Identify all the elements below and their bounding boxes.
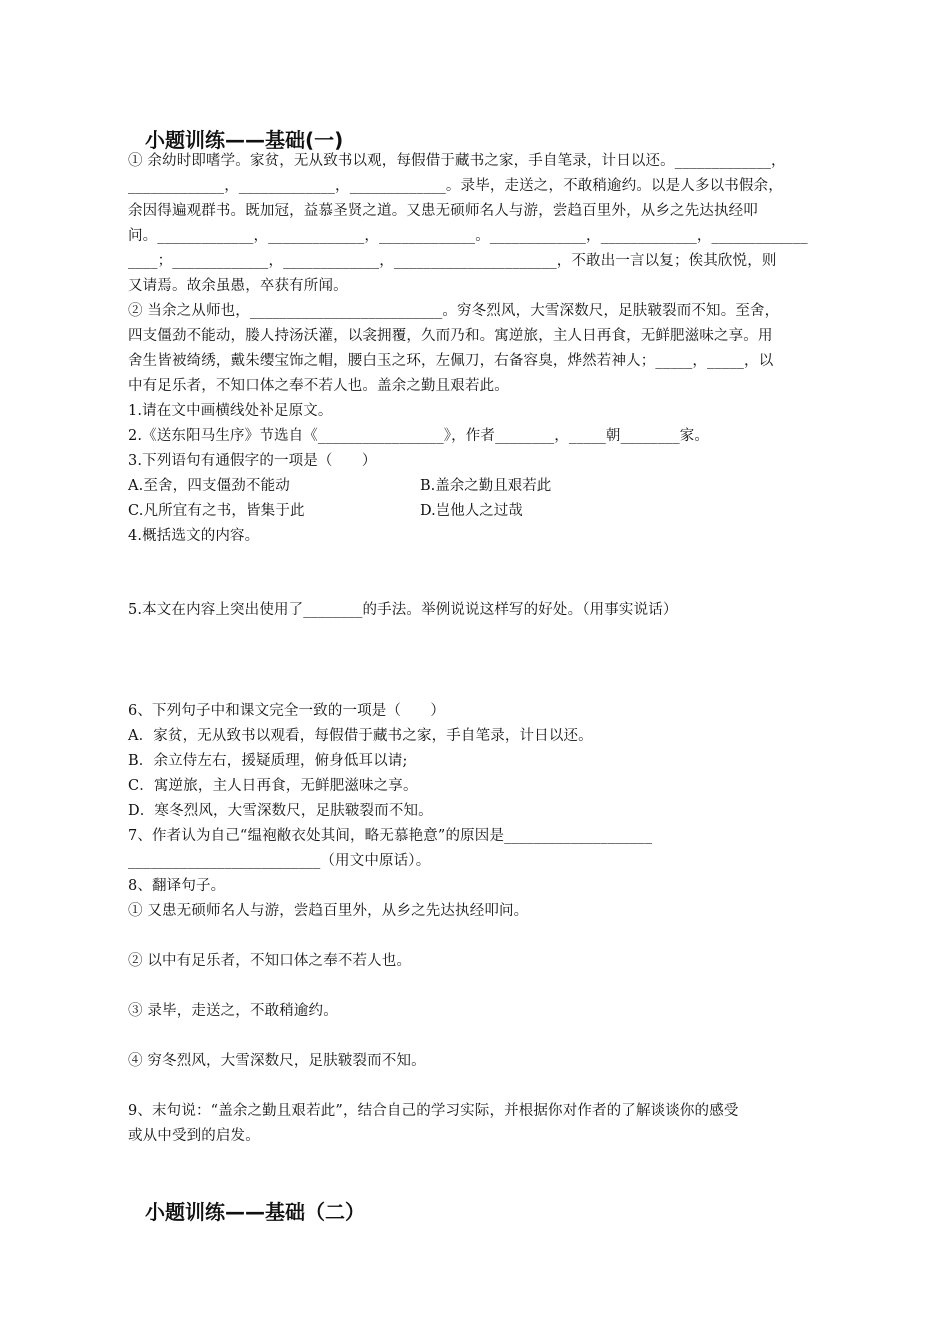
passage2-line: 中有足乐者，不知口体之奉不若人也。盖余之勤且艰若此。 [128,378,509,394]
question-6-option-c: C．寓逆旅，主人日再食，无鲜肥滋味之享。 [128,778,418,794]
question-3-option-b: B.盖余之勤且艰若此 [420,478,552,494]
question-2: 2.《送东阳马生序》节选自《_________________》，作者________，_____朝________家。 [128,428,710,444]
section1-title: 小题训练——基础(一) [145,128,344,152]
question-6-option-d: D．寒冬烈风，大雪深数尺，足肤皲裂而不知。 [128,803,433,819]
question-6-option-b: B．余立侍左右，援疑质理，俯身低耳以请; [128,753,408,769]
passage2-line: 四支僵劲不能动，媵人持汤沃灌，以衾拥覆，久而乃和。寓逆旅，主人日再食，无鲜肥滋味之享。用 [128,328,773,344]
passage2-line: ② 当余之从师也，__________________________。穷冬烈风，大雪深数尺，足肤皲裂而不知。至舍， [128,303,780,319]
question-8-item-1: ① 又患无硕师名人与游，尝趋百里外，从乡之先达执经叩问。 [128,903,529,919]
question-8-item-2: ② 以中有足乐者，不知口体之奉不若人也。 [128,953,412,969]
passage1-line: ① 余幼时即嗜学。家贫，无从致书以观，每假借于藏书之家，手自笔录，计日以还。_____________， [128,153,786,169]
question-4: 4.概括选文的内容。 [128,528,260,544]
passage1-line: _____________，_____________，_____________。录毕，走送之，不敢稍逾约。以是人多以书假余， [128,178,783,194]
question-3-option-c: C.凡所宜有之书，皆集于此 [128,503,305,519]
question-1: 1.请在文中画横线处补足原文。 [128,403,333,419]
question-7-line-1: 7、作者认为自己“缊袍敝衣处其间，略无慕艳意”的原因是____________________ [128,828,653,844]
passage2-line: 舍生皆被绮绣，戴朱缨宝饰之帽，腰白玉之环，左佩刀，右备容臭，烨然若神人；_____，_____，以 [128,353,774,369]
question-5: 5.本文在内容上突出使用了________的手法。举例说说这样写的好处。（用事实说话） [128,602,678,618]
question-3: 3.下列语句有通假字的一项是（ ） [128,453,377,469]
passage1-line: 又请焉。故余虽愚，卒获有所闻。 [128,278,348,294]
question-6-option-a: A．家贫，无从致书以观看，每假借于藏书之家，手自笔录，计日以还。 [128,728,593,744]
passage1-line: 余因得遍观群书。既加冠，益慕圣贤之道。又患无硕师名人与游，尝趋百里外，从乡之先达执经叩 [128,203,758,219]
question-8-item-4: ④ 穷冬烈风，大雪深数尺，足肤皲裂而不知。 [128,1053,426,1069]
passage1-line: ____；_____________，_____________，______________________，不敢出一言以复；俟其欣悦，则 [128,253,777,269]
question-6: 6、下列句子中和课文完全一致的一项是（ ） [128,703,446,719]
question-9-line-2: 或从中受到的启发。 [128,1128,260,1144]
question-8-item-3: ③ 录毕，走送之，不敢稍逾约。 [128,1003,338,1019]
question-9-line-1: 9、末句说：“盖余之勤且艰若此”，结合自己的学习实际，并根据你对作者的了解谈谈你的感受 [128,1103,739,1119]
passage1-line: 问。_____________，_____________，_____________。_____________，_____________，_____________ [128,228,808,244]
question-7-line-2: __________________________（用文中原话）。 [128,853,431,869]
question-8: 8、翻译句子。 [128,878,226,894]
section2-title: 小题训练——基础（二） [145,1200,365,1224]
question-3-option-d: D.岂他人之过哉 [420,503,523,519]
question-3-option-a: A.至舍，四支僵劲不能动 [128,478,290,494]
